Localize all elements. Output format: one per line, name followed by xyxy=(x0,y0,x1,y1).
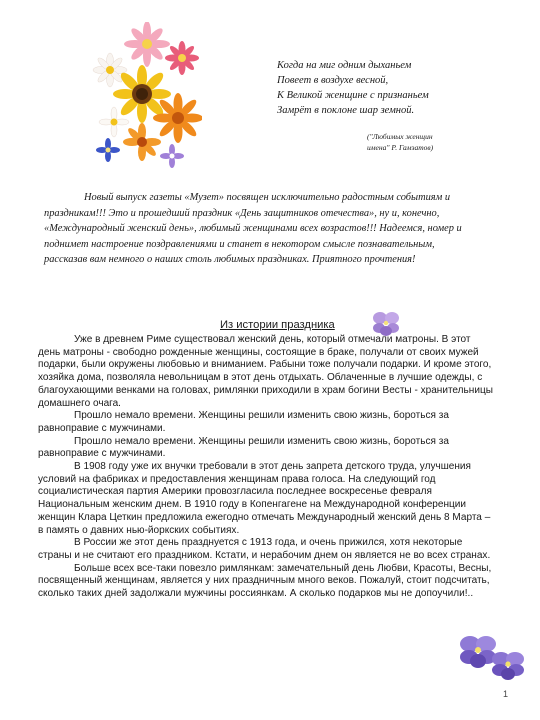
poem-line: Повеет в воздухе весной, xyxy=(277,75,389,86)
violets-image xyxy=(454,628,530,684)
history-paragraph: В России же этот день празднуется с 1913 года, и очень прижился, хотя некоторые страны и не считают его праздником. Кстати, и нерабочим днем он является не во всех странах. xyxy=(38,537,491,561)
attribution-line: имена" Р. Гамзатов) xyxy=(367,143,434,152)
history-paragraph: Прошло немало времени. Женщины решили изменить свою жизнь, бороться за равноправие с мужчинами. xyxy=(38,410,449,434)
poem-attribution xyxy=(367,131,487,153)
poem xyxy=(277,58,507,118)
section-title: Из истории праздника xyxy=(220,319,335,331)
history-paragraph: Прошло немало времени. Женщины решили изменить свою жизнь, бороться за равноправие с мужчинами. xyxy=(38,435,449,460)
poem-line: Когда на миг одним дыханьем xyxy=(277,60,412,71)
attribution-line: ("Любимых женщин xyxy=(367,132,433,141)
poem-line: Замрёт в поклоне шар земной. xyxy=(277,105,415,116)
history-paragraph: Больше всех все-таки повезло римлянкам: замечательный день Любви, Красоты, Весны, посвященный женщинам, является у них праздничным много веков. Пожалуй, стоит подсчитать, сколько таких дней задолжали мужчины россиянкам. А сколько подарков мы не допоучили!.. xyxy=(38,562,492,600)
history-text xyxy=(38,334,495,601)
history-paragraph: Уже в древнем Риме существовал женский день, который отмечали матроны. В этот день матроны - свободно рожденные женщины, состоящие в браке, получали от своих мужей подарки, были окружены любовью и вниманием. Рабыни тоже получали подарки. И кроме этого, хозяйка дома, позволяла невольницам в этот день отдыхать. Облаченные в лучшие одежды, с благоухающими венками на головах, римлянки приходили в храм богини Весты - хранительницы домашнего очага. xyxy=(38,334,493,409)
intro-paragraph: Новый выпуск газеты «Музет» посвящен исключительно радостным событиям и праздникам!!! Это и прошедший праздник «День защитников отечества», ну и, конечно, «Международный женский день», любимый женщинами всех возрастов!!! Надеемся, номер и поднимет настроение поздравлениями и станет в некотором смысле познавательным, рассказав вам немного о наших столь любимых праздниках. Приятного прочтения! xyxy=(44,192,462,265)
page-number: 1 xyxy=(503,689,509,699)
history-paragraph: В 1908 году уже их внучки требовали в этот день запрета детского труда, улучшения условий на фабриках и предоставления женщинам права голоса. На следующий год социалистическая партия Америки провозгласила последнее воскресенье февраля Национальным женским днем. В 1910 году в Копенгагене на Международной конференции женщин Клара Цеткин предложила ежегодно отмечать Международный женский день 8 Марта – в память о давних нью-йоркских событиях. xyxy=(38,461,491,536)
flower-bouquet-image xyxy=(92,22,202,172)
poem-line: К Великой женщине с признаньем xyxy=(277,90,429,101)
